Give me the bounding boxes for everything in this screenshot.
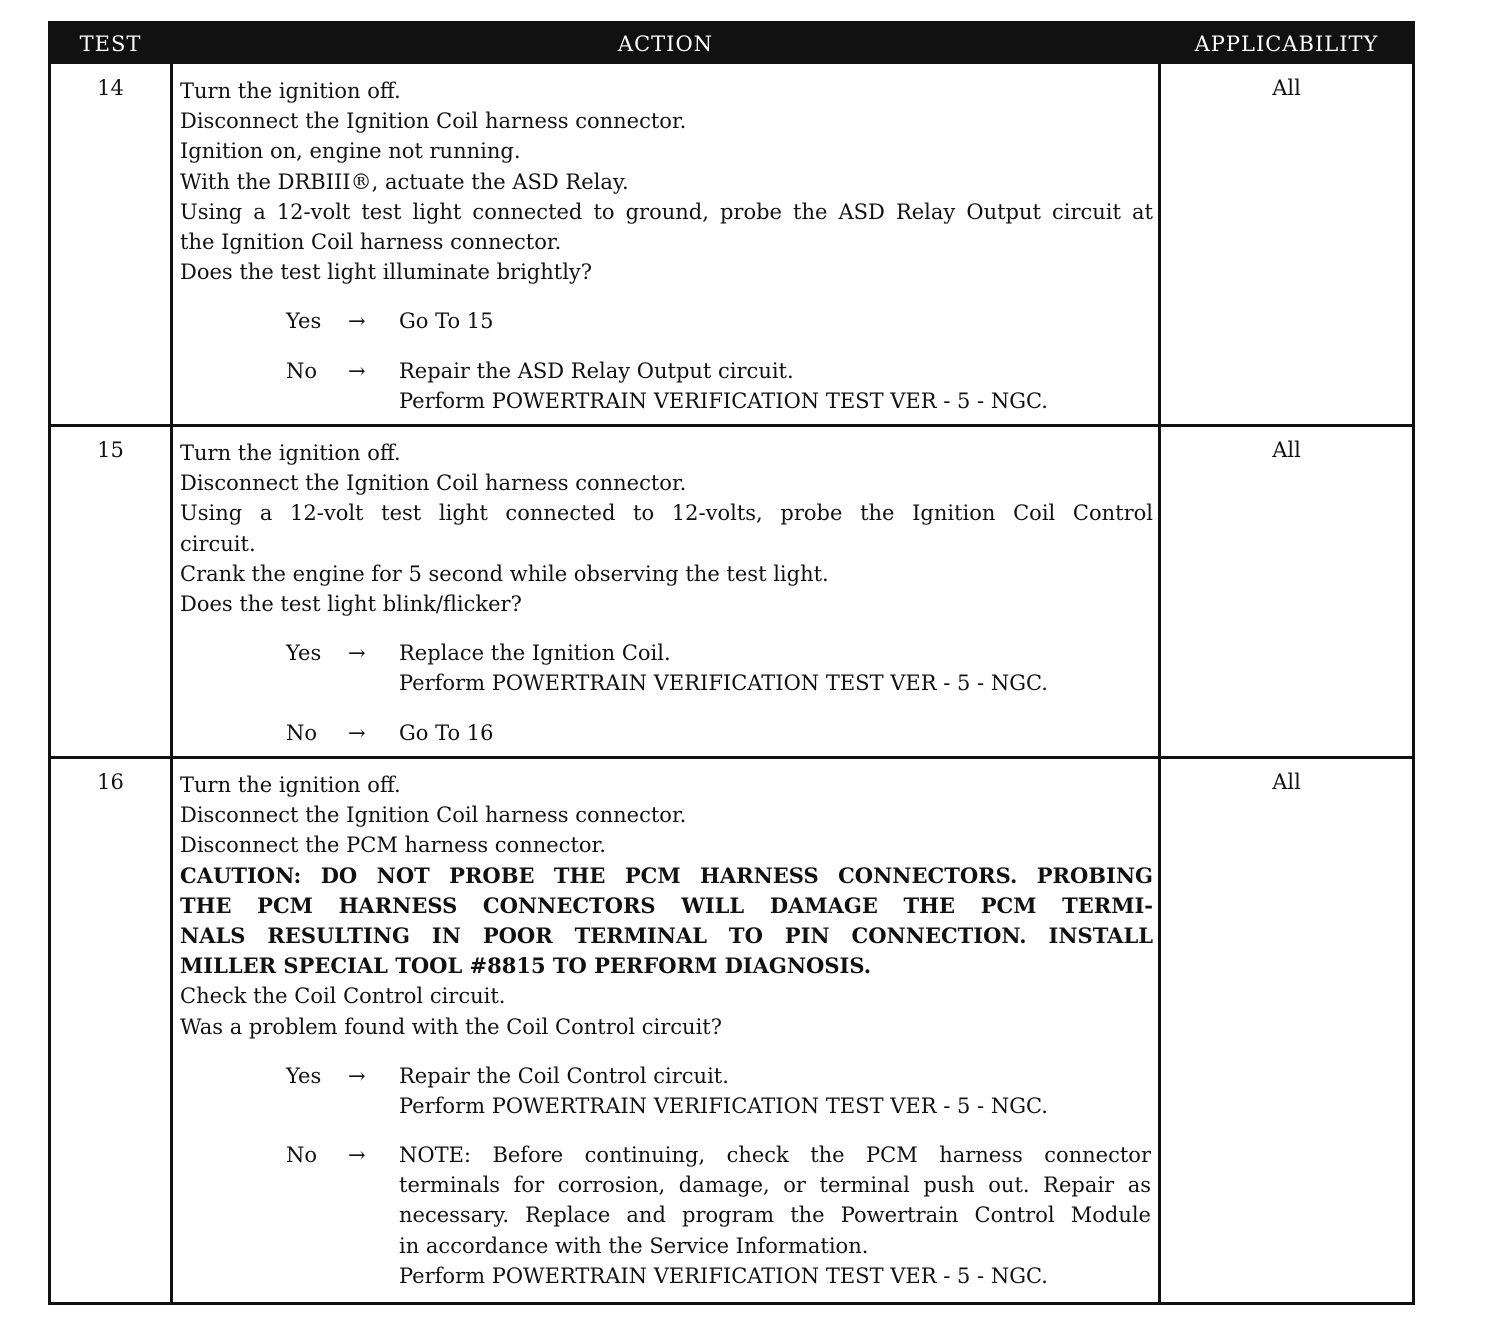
column-divider <box>1158 64 1161 1302</box>
arrow-icon: → <box>348 1143 366 1167</box>
test-number: 14 <box>97 76 124 100</box>
arrow-icon: → <box>348 309 366 333</box>
yes-text: Repair the Coil Control circuit. <box>399 1064 729 1088</box>
caution-line: NALS RESULTING IN POOR TERMINAL TO PIN CONNECTION. INSTALL <box>180 923 1153 949</box>
action-line: Crank the engine for 5 second while observing the test light. <box>180 561 829 586</box>
applicability-value: All <box>1272 438 1301 462</box>
yes-text: Go To 15 <box>399 309 494 333</box>
action-line: Turn the ignition off. <box>180 79 401 103</box>
diagnostic-table <box>48 21 1415 1305</box>
caution-line: MILLER SPECIAL TOOL #8815 TO PERFORM DIAGNOSIS. <box>180 953 872 979</box>
action-line: Turn the ignition off. <box>180 441 401 465</box>
no-text: terminals for corrosion, damage, or terminal push out. Repair as <box>399 1173 1151 1198</box>
yes-text: Perform POWERTRAIN VERIFICATION TEST VER - 5 - NGC. <box>399 671 1048 696</box>
action-line: Disconnect the Ignition Coil harness connector. <box>180 471 687 496</box>
action-line: Does the test light illuminate brightly? <box>180 260 593 285</box>
action-line: circuit. <box>180 531 256 556</box>
action-line: Using a 12-volt test light connected to 12-volts, probe the Ignition Coil Control <box>180 501 1153 526</box>
action-line: Was a problem found with the Coil Control circuit? <box>180 1014 722 1039</box>
action-steps <box>180 770 1153 1042</box>
yes-text: Perform POWERTRAIN VERIFICATION TEST VER - 5 - NGC. <box>399 1094 1048 1119</box>
header-test: TEST <box>79 32 142 56</box>
action-line: Disconnect the Ignition Coil harness connector. <box>180 803 687 828</box>
arrow-icon: → <box>348 721 366 745</box>
action-line: Using a 12-volt test light connected to ground, probe the ASD Relay Output circuit at <box>180 199 1153 224</box>
no-text: necessary. Replace and program the Powertrain Control Module <box>399 1203 1151 1228</box>
no-text: Repair the ASD Relay Output circuit. <box>399 359 794 383</box>
action-line: Disconnect the Ignition Coil harness connector. <box>180 109 687 134</box>
header-action: ACTION <box>617 32 714 56</box>
action-line: Does the test light blink/flicker? <box>180 592 522 617</box>
table-header <box>51 24 1412 64</box>
action-line: Turn the ignition off. <box>180 773 401 797</box>
no-label: No <box>286 721 318 745</box>
action-line: Check the Coil Control circuit. <box>180 984 506 1009</box>
arrow-icon: → <box>348 1064 366 1088</box>
yes-label: Yes <box>286 641 322 665</box>
arrow-icon: → <box>348 359 366 383</box>
no-label: No <box>286 1143 318 1167</box>
action-steps <box>180 438 1153 619</box>
test-number: 16 <box>97 770 124 794</box>
no-text: in accordance with the Service Information. <box>399 1233 869 1258</box>
no-text: Perform POWERTRAIN VERIFICATION TEST VER - 5 - NGC. <box>399 1263 1048 1288</box>
yes-label: Yes <box>286 309 322 333</box>
row-divider <box>51 424 1412 427</box>
caution-line: THE PCM HARNESS CONNECTORS WILL DAMAGE THE PCM TERMI- <box>180 892 1153 918</box>
applicability-value: All <box>1272 76 1301 100</box>
action-steps <box>180 76 1153 287</box>
header-applicability: APPLICABILITY <box>1194 32 1379 56</box>
action-line: Disconnect the PCM harness connector. <box>180 833 606 858</box>
action-line: With the DRBIII®, actuate the ASD Relay. <box>180 169 629 194</box>
applicability-value: All <box>1272 770 1301 794</box>
test-number: 15 <box>97 438 124 462</box>
yes-text: Replace the Ignition Coil. <box>399 641 671 665</box>
row-divider <box>51 756 1412 759</box>
arrow-icon: → <box>348 641 366 665</box>
no-text: NOTE: Before continuing, check the PCM harness connector <box>399 1143 1151 1167</box>
no-label: No <box>286 359 318 383</box>
action-line: Ignition on, engine not running. <box>180 139 521 164</box>
yes-label: Yes <box>286 1064 322 1088</box>
column-divider <box>170 64 173 1302</box>
no-text: Perform POWERTRAIN VERIFICATION TEST VER - 5 - NGC. <box>399 389 1048 414</box>
action-line: the Ignition Coil harness connector. <box>180 230 562 255</box>
no-text: Go To 16 <box>399 721 494 745</box>
caution-line: CAUTION: DO NOT PROBE THE PCM HARNESS CONNECTORS. PROBING <box>180 862 1153 888</box>
